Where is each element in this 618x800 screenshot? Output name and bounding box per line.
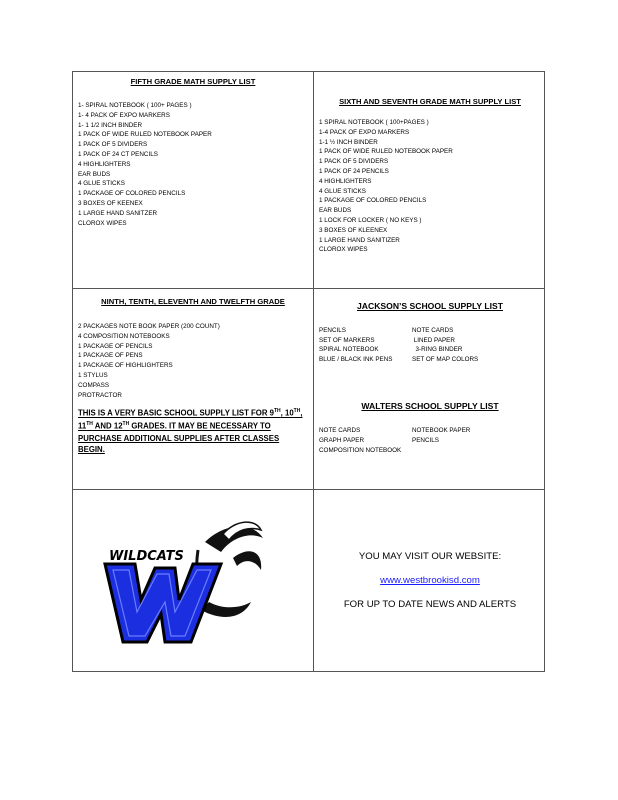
list-item: 1 PACKAGE OF HIGHLIGHTERS: [78, 362, 173, 370]
sixth-seventh-grade-list: [319, 118, 546, 255]
list-item: 1 PACK OF 24 CT PENCILS: [78, 150, 158, 158]
fifth-grade-cell: [73, 72, 313, 288]
list-item: 4 COMPOSITION NOTEBOOKS: [78, 332, 170, 340]
wildcats-wordmark: WILDCATS: [109, 549, 184, 564]
high-school-title: NINTH, TENTH, ELEVENTH AND TWELFTH GRADE: [101, 297, 285, 306]
website-cell: [314, 490, 546, 673]
list-item: SET OF MAP COLORS: [412, 355, 479, 363]
list-item: 1 SPIRAL NOTEBOOK ( 100+PAGES ): [319, 119, 429, 126]
jackson-list: [319, 326, 546, 364]
list-item: LINED PAPER: [412, 336, 455, 344]
list-item: 1 STYLUS: [78, 371, 108, 379]
list-item: SET OF MARKERS: [319, 336, 375, 344]
high-school-note: THIS IS A VERY BASIC SCHOOL SUPPLY LIST FOR 9TH, 10TH, 11TH AND 12TH GRADES. IT MAY BE NECESSARY TO PURCHASE ADDITIONAL SUPPLIES AFTER CLASSES BEGIN.: [78, 408, 303, 455]
list-item: 1 LARGE HAND SANITIZER: [319, 236, 400, 244]
high-school-cell: [73, 289, 313, 489]
list-item: CLOROX WIPES: [78, 219, 127, 227]
list-item: 1 PACKAGE OF PENS: [78, 352, 143, 360]
list-item: 1 PACKAGE OF PENCILS: [78, 342, 153, 350]
walters-list: [319, 426, 546, 455]
list-item: COMPOSITION NOTEBOOK: [319, 446, 402, 454]
list-item: SPIRAL NOTEBOOK: [319, 346, 379, 354]
w-letter-shape: [105, 564, 221, 642]
list-item: 1- SPIRAL NOTEBOOK ( 100+ PAGES ): [78, 102, 192, 109]
list-item: EAR BUDS: [319, 207, 352, 215]
list-item: [412, 446, 546, 456]
walters-title: WALTERS SCHOOL SUPPLY LIST: [361, 401, 499, 412]
list-item: NOTE CARDS: [319, 427, 361, 435]
sixth-seventh-grade-title: SIXTH AND SEVENTH GRADE MATH SUPPLY LIST: [339, 97, 521, 106]
list-item: 1 PACK OF 5 DIVIDERS: [78, 141, 148, 149]
supply-list-grid: [72, 71, 545, 672]
sixth-seventh-grade-cell: [314, 72, 546, 288]
list-item: GRAPH PAPER: [319, 436, 365, 444]
website-link[interactable]: www.westbrookisd.com: [380, 575, 480, 586]
list-item: 1 PACK OF 24 PENCILS: [319, 167, 389, 175]
list-item: 1 PACKAGE OF COLORED PENCILS: [319, 197, 427, 205]
list-item: 3 BOXES OF KEENEX: [78, 199, 143, 207]
elementary-cell: [314, 289, 546, 489]
list-item: 1-1 ½ INCH BINDER: [319, 138, 378, 146]
list-item: 3 BOXES OF KLEENEX: [319, 226, 388, 234]
list-item: 1-4 PACK OF EXPO MARKERS: [319, 128, 410, 136]
list-item: COMPASS: [78, 381, 110, 389]
wildcats-logo: [73, 490, 313, 673]
list-item: PROTRACTOR: [78, 391, 122, 399]
list-item: 1 PACK OF 5 DIVIDERS: [319, 158, 389, 166]
website-intro: YOU MAY VISIT OUR WEBSITE:: [358, 551, 502, 562]
list-item: PENCILS: [319, 327, 346, 334]
list-item: 4 HIGHLIGHTERS: [319, 177, 372, 185]
list-item: NOTEBOOK PAPER: [412, 427, 471, 435]
list-item: PENCILS: [412, 436, 439, 444]
list-item: BLUE / BLACK INK PENS: [319, 355, 393, 363]
jackson-title: JACKSON’S SCHOOL SUPPLY LIST: [357, 301, 503, 311]
logo-cell: [73, 490, 313, 673]
list-item: 1- 4 PACK OF EXPO MARKERS: [78, 111, 170, 119]
list-item: 1- 1 1/2 INCH BINDER: [78, 121, 143, 129]
list-item: CLOROX WIPES: [319, 246, 368, 254]
list-item: 1 LOCK FOR LOCKER ( NO KEYS ): [319, 216, 422, 224]
list-item: 1 PACKAGE OF COLORED PENCILS: [78, 190, 186, 198]
website-link-wrap: [314, 574, 546, 587]
fifth-grade-title: FIFTH GRADE MATH SUPPLY LIST: [130, 77, 256, 86]
list-item: 2 PACKAGES NOTE BOOK PAPER (200 COUNT): [78, 323, 220, 330]
high-school-list: [78, 322, 313, 400]
fifth-grade-list: [78, 101, 313, 228]
list-item: 1 PACK OF WIDE RULED NOTEBOOK PAPER: [319, 148, 453, 156]
list-item: NOTE CARDS: [412, 327, 454, 334]
list-item: 4 GLUE STICKS: [319, 187, 366, 195]
list-item: EAR BUDS: [78, 170, 111, 178]
list-item: 1 PACK OF WIDE RULED NOTEBOOK PAPER: [78, 131, 212, 139]
list-item: 4 HIGHLIGHTERS: [78, 160, 131, 168]
list-item: 4 GLUE STICKS: [78, 180, 125, 188]
list-item: 1 LARGE HAND SANITZER: [78, 209, 158, 217]
website-news-note: FOR UP TO DATE NEWS AND ALERTS: [343, 599, 517, 610]
list-item: 3-RING BINDER: [412, 346, 463, 354]
